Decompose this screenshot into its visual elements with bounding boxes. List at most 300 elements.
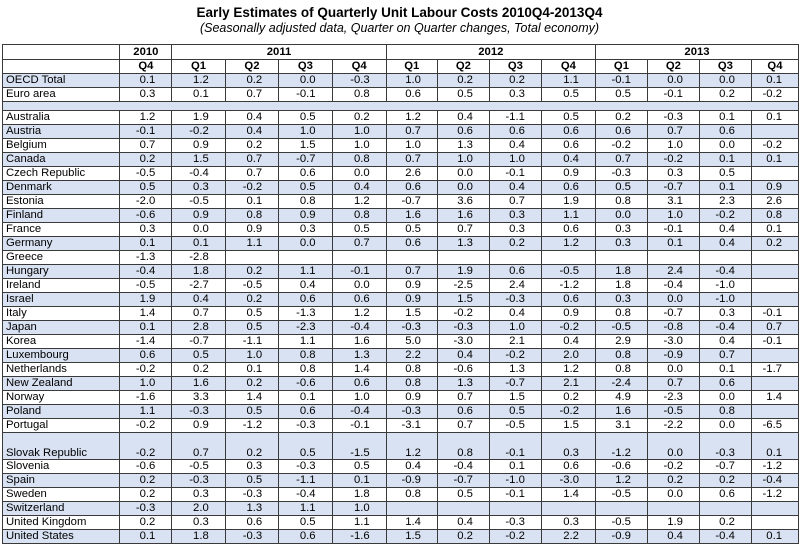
country-cell: Germany	[3, 237, 120, 251]
value-cell: 0.3	[120, 88, 172, 102]
country-cell: Portugal	[3, 419, 120, 433]
table-row	[3, 474, 799, 488]
value-cell: 1.6	[386, 209, 437, 223]
value-cell: -0.3	[279, 460, 332, 474]
value-cell: -0.5	[595, 321, 647, 335]
value-cell: -0.7	[437, 474, 489, 488]
value-cell: 0.2	[699, 88, 751, 102]
value-cell: 1.6	[172, 377, 225, 391]
quarter-header: Q1	[386, 60, 437, 74]
value-cell: -0.2	[595, 139, 647, 153]
value-cell: -3.0	[541, 474, 595, 488]
value-cell: 0.0	[437, 181, 489, 195]
quarter-header: Q4	[751, 60, 798, 74]
value-cell: 1.6	[332, 335, 386, 349]
value-cell: 0.6	[279, 405, 332, 419]
value-cell: 1.5	[172, 153, 225, 167]
value-cell: 1.8	[595, 279, 647, 293]
value-cell: 1.8	[172, 265, 225, 279]
value-cell: 1.2	[541, 363, 595, 377]
value-cell: -0.3	[386, 405, 437, 419]
value-cell: 1.1	[541, 209, 595, 223]
value-cell: 0.6	[279, 293, 332, 307]
value-cell: -0.1	[489, 167, 541, 181]
country-cell: Czech Republic	[3, 167, 120, 181]
value-cell: -0.3	[386, 321, 437, 335]
value-cell: 1.3	[489, 363, 541, 377]
value-cell: 0.7	[437, 223, 489, 237]
country-cell: Denmark	[3, 181, 120, 195]
value-cell: 0.8	[595, 363, 647, 377]
value-cell: 0.6	[489, 125, 541, 139]
value-cell: -0.2	[172, 125, 225, 139]
value-cell: 2.8	[172, 321, 225, 335]
value-cell: 0.4	[225, 111, 278, 125]
value-cell: 0.0	[279, 237, 332, 251]
value-cell: 1.2	[386, 111, 437, 125]
value-cell: 0.1	[751, 223, 798, 237]
table-row	[3, 125, 799, 139]
value-cell: 0.7	[386, 153, 437, 167]
value-cell	[751, 125, 798, 139]
value-cell: 1.5	[386, 530, 437, 544]
table-row	[3, 335, 799, 349]
value-cell: 0.3	[172, 488, 225, 502]
value-cell: 1.2	[172, 74, 225, 88]
value-cell: -1.2	[541, 279, 595, 293]
value-cell: 0.6	[699, 377, 751, 391]
value-cell: -0.1	[647, 223, 699, 237]
table-row	[3, 530, 799, 544]
country-cell: Italy	[3, 307, 120, 321]
value-cell: -0.4	[172, 167, 225, 181]
value-cell: -1.6	[332, 530, 386, 544]
value-cell: 1.9	[120, 293, 172, 307]
value-cell: 0.4	[647, 530, 699, 544]
value-cell: 0.6	[437, 125, 489, 139]
value-cell: 0.5	[225, 474, 278, 488]
value-cell: 0.7	[437, 391, 489, 405]
value-cell: 0.9	[172, 139, 225, 153]
value-cell: -2.3	[279, 321, 332, 335]
value-cell: 0.1	[120, 237, 172, 251]
value-cell: 0.2	[437, 74, 489, 88]
value-cell	[386, 251, 437, 265]
value-cell: 0.5	[225, 307, 278, 321]
country-cell: New Zealand	[3, 377, 120, 391]
value-cell	[541, 251, 595, 265]
table-row	[3, 74, 799, 88]
value-cell: 1.0	[332, 391, 386, 405]
value-cell: 2.2	[386, 349, 437, 363]
country-cell: Canada	[3, 153, 120, 167]
value-cell: 0.4	[699, 223, 751, 237]
value-cell: 0.1	[699, 153, 751, 167]
value-cell: -0.4	[699, 265, 751, 279]
value-cell	[541, 502, 595, 516]
table-row	[3, 88, 799, 102]
country-cell: Korea	[3, 335, 120, 349]
value-cell: 0.7	[225, 153, 278, 167]
value-cell: -1.7	[751, 363, 798, 377]
value-cell: 0.7	[699, 349, 751, 363]
table-row	[3, 181, 799, 195]
value-cell: 1.0	[279, 125, 332, 139]
value-cell: 0.9	[225, 223, 278, 237]
value-cell: 0.6	[332, 377, 386, 391]
value-cell: 1.9	[541, 195, 595, 209]
value-cell: 0.6	[541, 139, 595, 153]
value-cell: 0.6	[541, 223, 595, 237]
value-cell: -0.2	[489, 530, 541, 544]
table-body	[3, 45, 799, 544]
spacer-row	[3, 102, 799, 111]
value-cell: 0.9	[279, 209, 332, 223]
value-cell	[437, 502, 489, 516]
value-cell: 5.0	[386, 335, 437, 349]
value-cell: 1.1	[225, 237, 278, 251]
table-row	[3, 391, 799, 405]
value-cell: 0.0	[172, 223, 225, 237]
value-cell: 1.5	[386, 307, 437, 321]
value-cell: 0.1	[172, 237, 225, 251]
value-cell: 0.2	[225, 74, 278, 88]
value-cell: -1.6	[120, 391, 172, 405]
value-cell: 0.5	[541, 111, 595, 125]
table-row	[3, 209, 799, 223]
value-cell: 0.1	[332, 474, 386, 488]
value-cell: 0.2	[541, 391, 595, 405]
value-cell: 0.8	[386, 488, 437, 502]
value-cell: 0.4	[437, 516, 489, 530]
value-cell: -2.4	[595, 377, 647, 391]
value-cell: -1.1	[489, 111, 541, 125]
value-cell: 0.5	[386, 223, 437, 237]
value-cell: 2.4	[647, 265, 699, 279]
value-cell	[751, 251, 798, 265]
year-header: 2010	[120, 45, 172, 60]
value-cell: -0.4	[279, 488, 332, 502]
value-cell: -0.1	[332, 265, 386, 279]
table-row	[3, 488, 799, 502]
value-cell	[647, 251, 699, 265]
value-cell: 0.6	[541, 293, 595, 307]
value-cell: -0.5	[489, 419, 541, 433]
value-cell: 0.2	[489, 74, 541, 88]
value-cell: 0.8	[595, 307, 647, 321]
table-row	[3, 293, 799, 307]
value-cell: 1.5	[279, 139, 332, 153]
value-cell: 0.0	[647, 293, 699, 307]
table-row	[3, 377, 799, 391]
value-cell: 1.3	[437, 139, 489, 153]
table-row	[3, 153, 799, 167]
value-cell: 1.0	[437, 153, 489, 167]
value-cell: 0.0	[279, 74, 332, 88]
value-cell: -0.4	[751, 474, 798, 488]
value-cell: 0.6	[386, 237, 437, 251]
country-cell: Austria	[3, 125, 120, 139]
value-cell: 0.2	[225, 265, 278, 279]
value-cell: -0.3	[279, 419, 332, 433]
year-header: 2013	[595, 45, 798, 60]
ulc-table	[2, 44, 799, 544]
value-cell: -2.3	[647, 391, 699, 405]
table-row	[3, 460, 799, 474]
value-cell: 0.8	[386, 363, 437, 377]
value-cell: 0.0	[437, 167, 489, 181]
value-cell	[751, 279, 798, 293]
value-cell: -0.7	[647, 307, 699, 321]
value-cell: 2.3	[699, 195, 751, 209]
value-cell: 2.0	[541, 349, 595, 363]
value-cell: 1.0	[647, 139, 699, 153]
value-cell: 3.6	[437, 195, 489, 209]
value-cell: -0.6	[120, 209, 172, 223]
value-cell: 1.4	[751, 391, 798, 405]
value-cell: 0.4	[437, 111, 489, 125]
value-cell: 0.5	[279, 433, 332, 460]
value-cell: 0.9	[172, 209, 225, 223]
value-cell	[437, 251, 489, 265]
value-cell: 3.3	[172, 391, 225, 405]
value-cell: 0.6	[225, 516, 278, 530]
value-cell: 0.5	[225, 321, 278, 335]
value-cell: 0.6	[437, 405, 489, 419]
value-cell: 0.5	[172, 349, 225, 363]
value-cell	[751, 265, 798, 279]
value-cell: -0.3	[172, 405, 225, 419]
value-cell: -0.7	[647, 181, 699, 195]
value-cell: -0.4	[647, 279, 699, 293]
value-cell	[751, 405, 798, 419]
value-cell: 0.2	[225, 433, 278, 460]
value-cell: -0.4	[332, 405, 386, 419]
value-cell: 0.5	[279, 516, 332, 530]
value-cell: -0.4	[437, 460, 489, 474]
table-row	[3, 223, 799, 237]
value-cell: 0.3	[489, 88, 541, 102]
table-row	[3, 307, 799, 321]
value-cell: 0.3	[172, 516, 225, 530]
value-cell: 0.1	[120, 530, 172, 544]
value-cell: 0.9	[751, 181, 798, 195]
value-cell: -0.5	[120, 279, 172, 293]
value-cell: 0.4	[541, 153, 595, 167]
value-cell: 0.8	[332, 153, 386, 167]
value-cell: -0.7	[489, 377, 541, 391]
value-cell: 1.0	[386, 74, 437, 88]
year-header: 2011	[172, 45, 386, 60]
value-cell: -0.3	[489, 293, 541, 307]
country-cell: Greece	[3, 251, 120, 265]
value-cell: 0.7	[172, 307, 225, 321]
value-cell: -0.1	[332, 419, 386, 433]
value-cell: 0.7	[120, 139, 172, 153]
value-cell: 0.5	[437, 88, 489, 102]
value-cell: 0.6	[489, 265, 541, 279]
value-cell: -0.1	[489, 433, 541, 460]
value-cell: 1.4	[332, 363, 386, 377]
value-cell: -1.0	[699, 293, 751, 307]
value-cell: 0.0	[647, 488, 699, 502]
value-cell: 0.3	[541, 516, 595, 530]
value-cell	[751, 167, 798, 181]
value-cell: -1.3	[279, 307, 332, 321]
value-cell: -0.3	[120, 502, 172, 516]
value-cell	[489, 502, 541, 516]
value-cell: 0.3	[225, 460, 278, 474]
value-cell: -1.0	[489, 474, 541, 488]
value-cell: 0.1	[279, 391, 332, 405]
value-cell: 0.1	[751, 111, 798, 125]
value-cell: 0.7	[386, 265, 437, 279]
table-row	[3, 139, 799, 153]
value-cell: 0.7	[225, 167, 278, 181]
value-cell: 0.0	[647, 433, 699, 460]
value-cell: -0.1	[751, 307, 798, 321]
value-cell: -1.0	[699, 279, 751, 293]
table-row	[3, 265, 799, 279]
value-cell: 0.5	[595, 181, 647, 195]
value-cell: -0.3	[699, 433, 751, 460]
value-cell: 0.6	[699, 488, 751, 502]
value-cell: 0.0	[699, 139, 751, 153]
value-cell: 1.3	[332, 349, 386, 363]
value-cell: -0.5	[647, 405, 699, 419]
country-cell: Hungary	[3, 265, 120, 279]
value-cell: -1.3	[120, 251, 172, 265]
value-cell: 0.7	[647, 377, 699, 391]
value-cell: 1.1	[279, 265, 332, 279]
value-cell: -2.0	[120, 195, 172, 209]
value-cell: -0.6	[279, 377, 332, 391]
value-cell: 0.1	[120, 321, 172, 335]
spacer-cell	[3, 102, 799, 111]
value-cell: 1.2	[541, 237, 595, 251]
value-cell: 1.4	[541, 488, 595, 502]
value-cell: -1.5	[332, 433, 386, 460]
value-cell: 1.0	[332, 139, 386, 153]
value-cell: 1.0	[332, 125, 386, 139]
value-cell: 1.4	[120, 307, 172, 321]
value-cell: -0.1	[489, 488, 541, 502]
value-cell: 1.2	[595, 474, 647, 488]
table-row	[3, 349, 799, 363]
value-cell: 0.1	[699, 181, 751, 195]
value-cell: 1.2	[332, 195, 386, 209]
value-cell: 0.9	[541, 167, 595, 181]
value-cell: 0.5	[595, 88, 647, 102]
value-cell: 0.6	[332, 293, 386, 307]
table-row	[3, 433, 799, 460]
value-cell: 0.5	[699, 167, 751, 181]
country-cell: Belgium	[3, 139, 120, 153]
country-cell: Japan	[3, 321, 120, 335]
value-cell: 0.4	[172, 293, 225, 307]
value-cell: 0.6	[541, 181, 595, 195]
country-cell: Sweden	[3, 488, 120, 502]
value-cell: 1.5	[541, 419, 595, 433]
table-row	[3, 237, 799, 251]
value-cell: 0.6	[541, 460, 595, 474]
value-cell: -6.5	[751, 419, 798, 433]
value-cell: 0.0	[647, 74, 699, 88]
value-cell: 0.1	[751, 74, 798, 88]
value-cell: 0.3	[541, 433, 595, 460]
value-cell: 1.5	[437, 293, 489, 307]
country-cell: Switzerland	[3, 502, 120, 516]
table-row	[3, 502, 799, 516]
value-cell: 0.2	[751, 237, 798, 251]
value-cell: -1.1	[279, 474, 332, 488]
value-cell: -0.5	[172, 460, 225, 474]
value-cell: 2.6	[751, 195, 798, 209]
value-cell: 1.8	[332, 488, 386, 502]
value-cell: 1.5	[489, 391, 541, 405]
value-cell: 0.4	[699, 335, 751, 349]
value-cell	[751, 502, 798, 516]
value-cell: 0.7	[437, 419, 489, 433]
value-cell: -0.7	[172, 335, 225, 349]
value-cell: -0.9	[595, 530, 647, 544]
value-cell: 0.1	[751, 530, 798, 544]
value-cell: 0.8	[699, 405, 751, 419]
value-cell	[279, 251, 332, 265]
value-cell	[332, 251, 386, 265]
value-cell: 0.1	[120, 74, 172, 88]
value-cell: 0.2	[225, 293, 278, 307]
value-cell: 0.3	[595, 293, 647, 307]
value-cell: 0.4	[489, 181, 541, 195]
value-cell: -0.4	[699, 530, 751, 544]
value-cell: 2.2	[541, 530, 595, 544]
country-cell: Finland	[3, 209, 120, 223]
value-cell	[699, 502, 751, 516]
value-cell: 0.8	[279, 363, 332, 377]
value-cell: -0.2	[751, 88, 798, 102]
value-cell: 1.1	[120, 405, 172, 419]
value-cell: 0.6	[279, 530, 332, 544]
value-cell: 1.1	[541, 74, 595, 88]
value-cell: 1.0	[225, 349, 278, 363]
value-cell: 0.8	[751, 209, 798, 223]
country-cell: Spain	[3, 474, 120, 488]
value-cell: 0.0	[699, 74, 751, 88]
quarter-header: Q2	[647, 60, 699, 74]
value-cell: 0.7	[489, 195, 541, 209]
value-cell: 1.0	[647, 209, 699, 223]
value-cell: 0.9	[386, 293, 437, 307]
country-cell: Poland	[3, 405, 120, 419]
value-cell: 1.3	[225, 502, 278, 516]
table-row	[3, 405, 799, 419]
value-cell: 0.2	[489, 237, 541, 251]
value-cell: 1.8	[595, 265, 647, 279]
value-cell: 0.1	[647, 237, 699, 251]
value-cell: -0.5	[225, 279, 278, 293]
value-cell	[751, 377, 798, 391]
value-cell: 0.8	[386, 377, 437, 391]
value-cell: 0.7	[386, 125, 437, 139]
value-cell: 0.2	[647, 474, 699, 488]
value-cell: 0.7	[332, 237, 386, 251]
country-cell: France	[3, 223, 120, 237]
value-cell: -0.6	[595, 460, 647, 474]
value-cell: 0.4	[541, 335, 595, 349]
value-cell: 4.9	[595, 391, 647, 405]
table-row	[3, 195, 799, 209]
